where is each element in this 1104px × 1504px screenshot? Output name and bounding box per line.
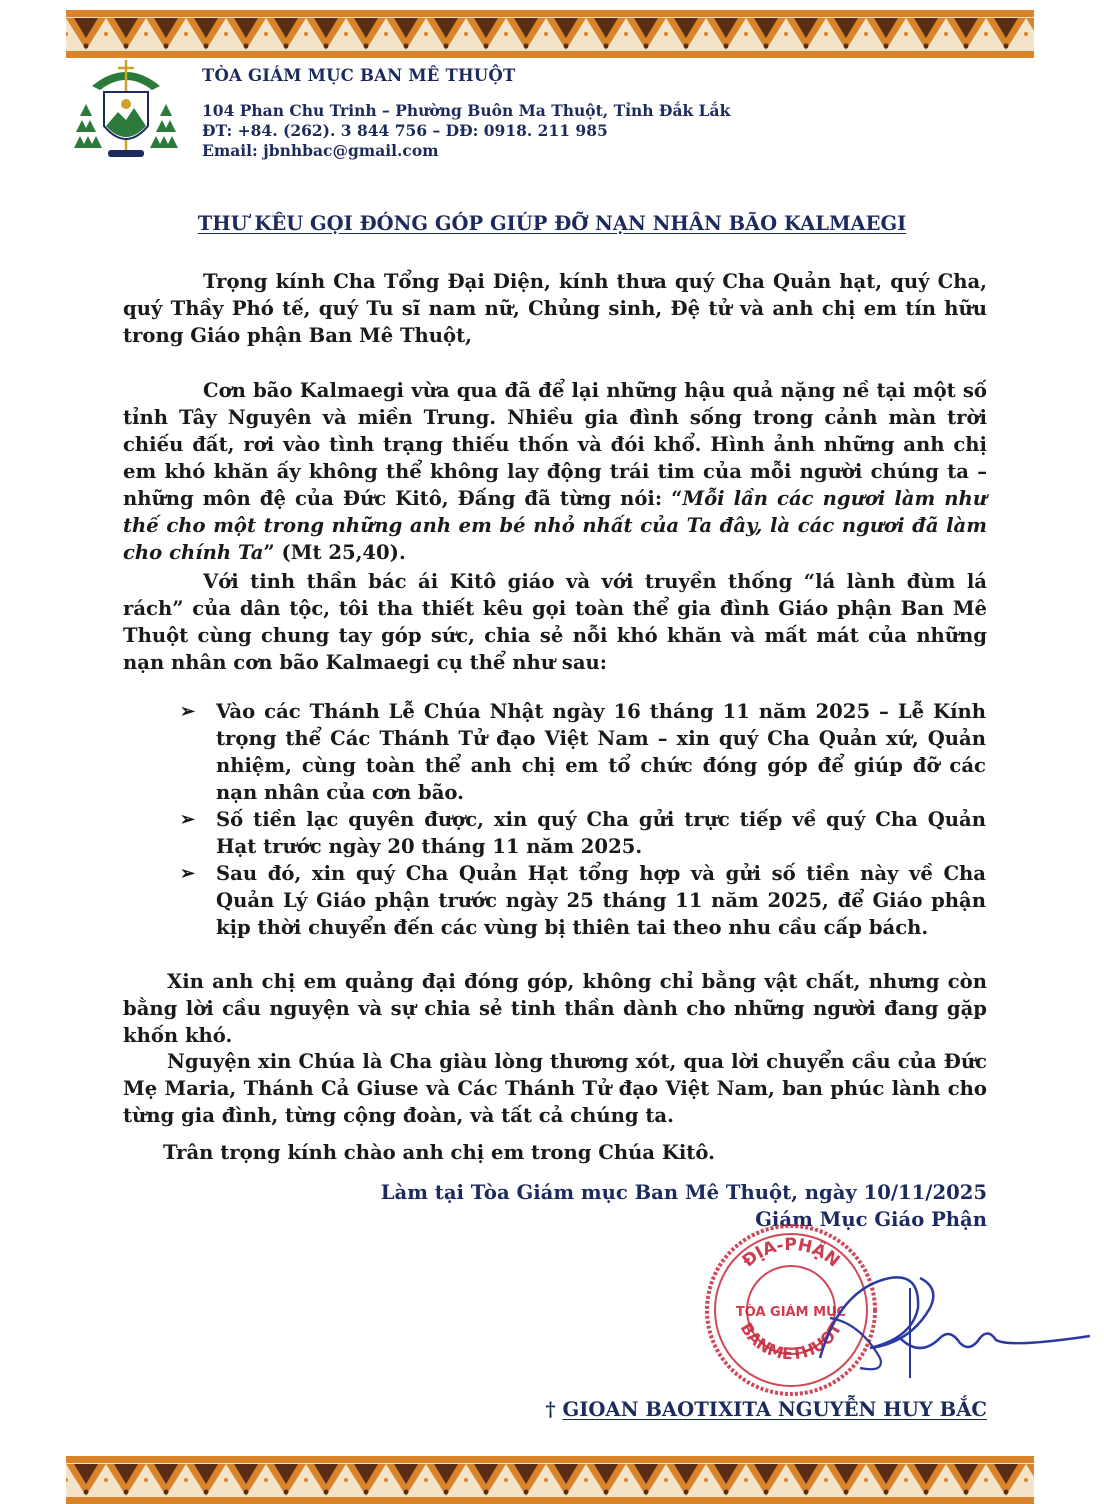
signer-block <box>545 1398 987 1421</box>
list-item <box>180 860 986 941</box>
seal-top-text: ĐỊA-PHẬN <box>738 1234 844 1272</box>
top-decorative-border <box>66 10 1034 58</box>
bottom-decorative-border <box>66 1456 1034 1504</box>
seal-bottom-text: BANMETHUOT <box>736 1319 846 1364</box>
list-item-text: Vào các Thánh Lễ Chúa Nhật ngày 16 tháng 11 năm 2025 – Lễ Kính trọng thể Các Thánh Tử đạo Việt Nam – xin quý Cha Quản xứ, Quản nhiệm, cùng toàn thể anh chị em tổ chức đóng góp để giúp đỡ các nạn nhân của cơn bão. <box>216 700 986 804</box>
paragraph-storm-text: Cơn bão Kalmaegi vừa qua đã để lại những hậu quả nặng nề tại một số tỉnh Tây Nguyên và miền Trung. Nhiều gia đình sống trong cảnh màn trời chiếu đất, rơi vào tình trạng thiếu thốn và đói khổ. Hình ảnh những anh chị em khó khăn ấy không thể không lay động trái tim của mỗi người chúng ta – những môn đệ của Đức Kitô, Đấng đã từng nói: “ <box>123 379 987 510</box>
salutation-paragraph: Trọng kính Cha Tổng Đại Diện, kính thưa quý Cha Quản hạt, quý Cha, quý Thầy Phó tế, quý Tu sĩ nam nữ, Chủng sinh, Đệ tử và anh chị em tín hữu trong Giáo phận Ban Mê Thuột, <box>123 270 987 347</box>
letterhead <box>202 66 730 161</box>
arrow-bullet-icon: ➢ <box>180 701 196 722</box>
email-line: Email: jbnhbac@gmail.com <box>202 141 439 160</box>
phone-line: ĐT: +84. (262). 3 844 756 – DĐ: 0918. 211 985 <box>202 121 608 140</box>
arrow-bullet-icon: ➢ <box>180 809 196 830</box>
list-item <box>180 806 986 860</box>
handwritten-signature <box>800 1248 1100 1388</box>
place-and-date: Làm tại Tòa Giám mục Ban Mê Thuột, ngày 10/11/2025 <box>380 1181 987 1204</box>
coat-of-arms-logo <box>72 56 180 164</box>
paragraph-blessing: Nguyện xin Chúa là Cha giàu lòng thương xót, qua lời chuyển cầu của Đức Mẹ Maria, Thánh Cả Giuse và Các Thánh Tử đạo Việt Nam, ban phúc lành cho từng gia đình, từng cộng đoàn, và tất cả chúng ta. <box>123 1050 987 1127</box>
address-line: 104 Phan Chu Trinh – Phường Buôn Ma Thuột, Tỉnh Đắk Lắk <box>202 101 731 120</box>
scripture-reference: ” (Mt 25,40). <box>263 541 406 564</box>
hat-tassels-left <box>74 104 102 148</box>
letter-title: THƯ KÊU GỌI ĐÓNG GÓP GIÚP ĐỠ NẠN NHÂN BÃO KALMAEGI <box>197 212 907 235</box>
paragraph-appeal: Với tinh thần bác ái Kitô giáo và với truyền thống “lá lành đùm lá rách” của dân tộc, tôi tha thiết kêu gọi toàn thể gia đình Giáo phận Ban Mê Thuột cùng chung tay góp sức, chia sẻ nỗi khó khăn và mất mát của những nạn nhân cơn bão Kalmaegi cụ thể như sau: <box>123 570 987 674</box>
list-item <box>180 698 986 806</box>
seal-center-text: TÒA GIÁM MỤC <box>735 1305 847 1320</box>
diocese-name: TÒA GIÁM MỤC BAN MÊ THUỘT <box>202 66 516 85</box>
hat-tassels-right <box>150 104 178 148</box>
arrow-bullet-icon: ➢ <box>180 863 196 884</box>
instruction-list <box>180 698 986 941</box>
list-item-text: Số tiền lạc quyên được, xin quý Cha gửi trực tiếp về quý Cha Quản Hạt trước ngày 20 tháng 11 năm 2025. <box>216 808 986 858</box>
signer-name: GIOAN BAOTIXITA NGUYỄN HUY BẮC <box>562 1398 987 1421</box>
closing-line: Trân trọng kính chào anh chị em trong Chúa Kitô. <box>163 1141 715 1164</box>
paragraph-generosity: Xin anh chị em quảng đại đóng góp, không chỉ bằng vật chất, nhưng còn bằng lời cầu nguyện và sự chia sẻ tinh thần dành cho những người đang gặp khốn khó. <box>123 970 987 1047</box>
paragraph-storm-impact <box>123 377 987 566</box>
signer-role: Giám Mục Giáo Phận <box>755 1208 987 1231</box>
list-item-text: Sau đó, xin quý Cha Quản Hạt tổng hợp và gửi số tiền này về Cha Quản Lý Giáo phận trước ngày 25 tháng 11 năm 2025, để Giáo phận kịp thời chuyển đến các vùng bị thiên tai theo nhu cầu cấp bách. <box>216 862 986 939</box>
cross-symbol: † <box>545 1398 563 1421</box>
scripture-quote: Mỗi lần các ngươi làm như thế cho một trong những anh em bé nhỏ nhất của Ta đây, là các ngươi đã làm cho chính Ta <box>123 487 987 564</box>
